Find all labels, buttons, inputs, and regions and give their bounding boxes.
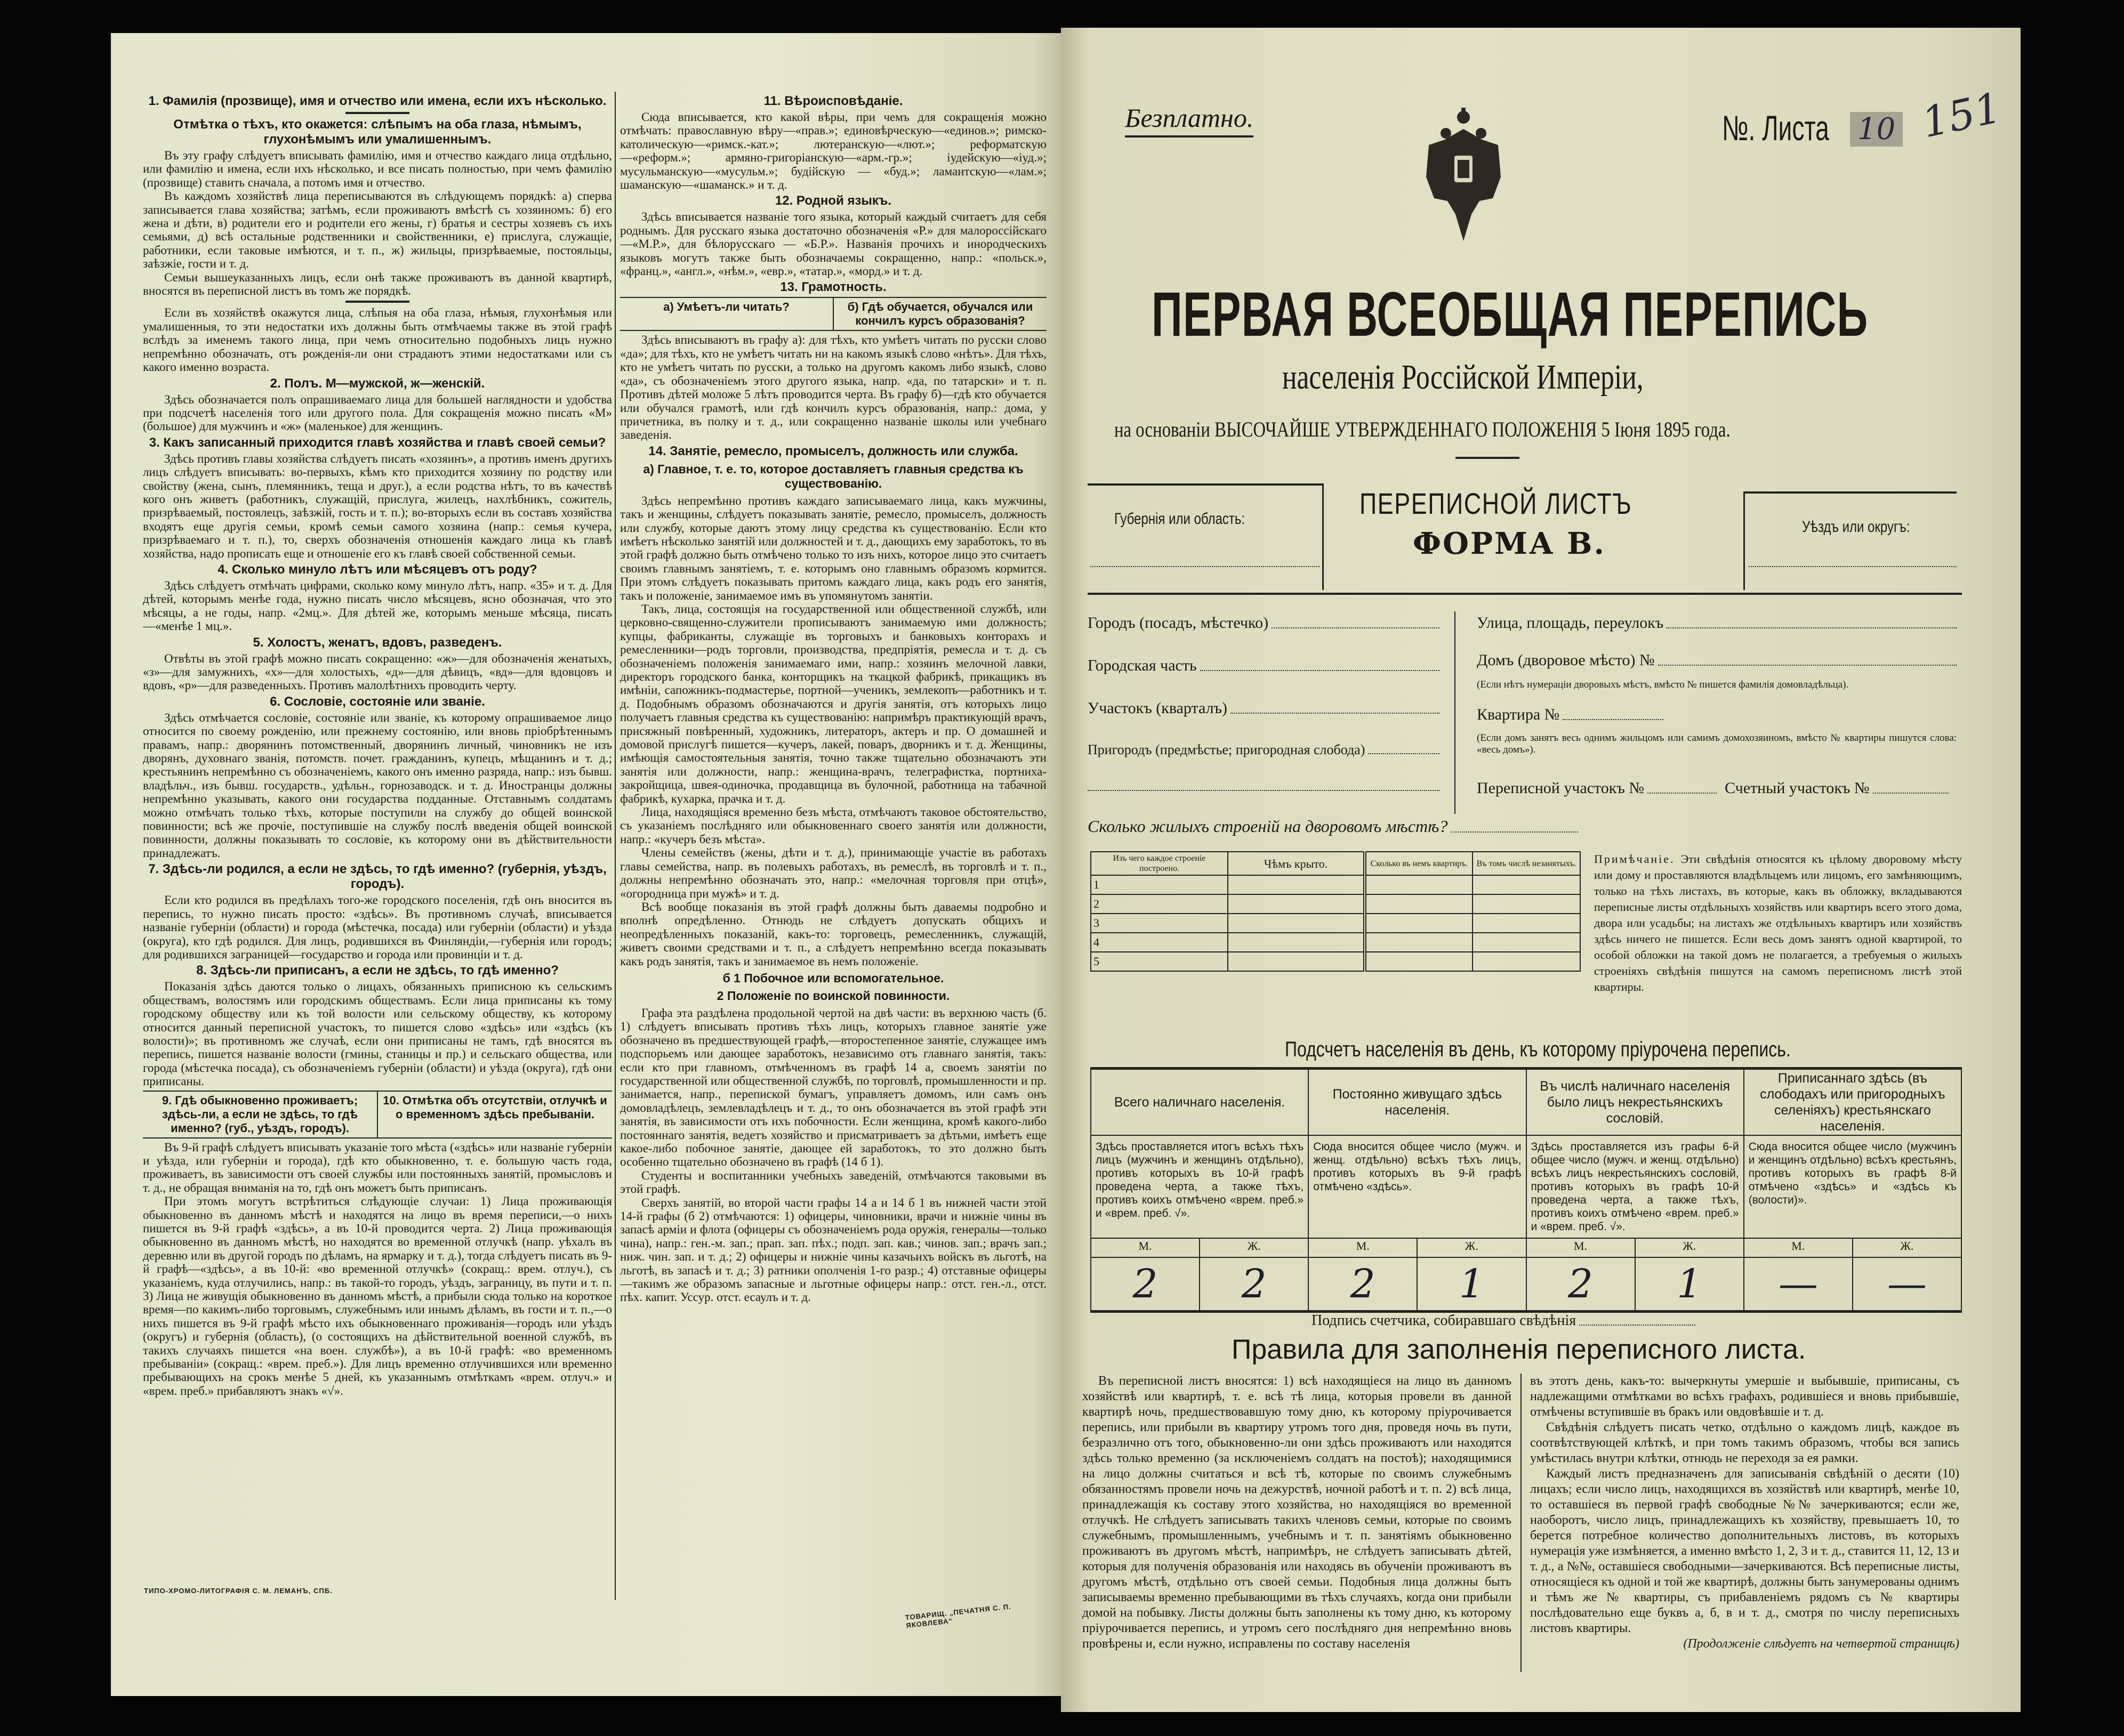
census-district-label: Переписной участокъ №	[1477, 779, 1644, 797]
instruction-paragraph: Члены семействъ (жены, дѣти и т. д.), принимающіе участіе въ работахъ главы семейства, напр. въ полевыхъ работахъ, въ ремеслѣ, въ торговлѣ и т. п., должны непремѣнно обозначать это, напр.: «мелочная торговля при отцѣ», «огородница при мужѣ» и т. д.	[620, 846, 1047, 900]
instruction-paragraph: Здѣсь слѣдуетъ отмѣчать цифрами, сколько кому минуло лѣтъ, напр. «35» и т. д. Для дѣтей, которымъ менѣе года, нужно писать число мѣсяцевъ, ясно обозначая, что это мѣсяцы, а не годы, напр. «2мц.». Для дѣтей же, которымъ меньше мѣсяца, писать—«менѣе 1 мц.».	[143, 578, 612, 633]
instruction-paragraph: Сверхъ занятій, во второй части графы 14 а и 14 б 1 въ нижней части этой 14-й графы (б 2) отмѣчаются: 1) офицеры, чиновники, врачи и нижніе чины въ запасѣ арміи и флота (офицеры съ обозначеніемъ рода оружія, генералы—только чина), напр.: ген.-м. зап.; прап. зап. пѣх.; подп. зап. кав.; чинов. зап.; врачъ зап.; ниж. чин. зап. и т. д.; 2) офицеры и нижніе чины казачьихъ войскъ въ льготѣ, на льготѣ, въ запасѣ и т. д.; 3) ратники ополченія 1-го разр.; 4) отставные офицеры—такимъ же образомъ запасные и льготные офицеры напр.: отст. ген.-л., отст. пѣх. капит. Уссур. отст. есаулъ и т. д.	[620, 1196, 1047, 1304]
section-heading: 2. Полъ. М—мужской, ж—женскій.	[270, 376, 485, 391]
table-cell[interactable]	[1091, 875, 1228, 894]
section-heading: 6. Сословіе, состояніе или званіе.	[270, 694, 485, 709]
section-heading: 1. Фамилія (прозвище), имя и отчество или имена, если ихъ нѣсколько.	[148, 94, 607, 108]
table-cell[interactable]	[1228, 952, 1365, 971]
buildings-table-row	[1091, 952, 1580, 971]
instructions-column-2	[620, 92, 1047, 1579]
female-label: Ж.	[1635, 1238, 1744, 1257]
buildings-table-row	[1091, 875, 1580, 894]
apartment-label: Квартира №	[1477, 706, 1560, 723]
street-field[interactable]	[1477, 614, 1957, 632]
sheet-number	[1722, 108, 1896, 149]
census-title: ПЕРВАЯ ВСЕОБЩАЯ ПЕРЕПИСЬ	[1152, 279, 1869, 350]
divider	[345, 301, 409, 303]
rules-column-2	[1530, 1374, 1959, 1652]
instruction-paragraph: Такъ, лица, состоящія на государственной или общественной службѣ, или церковно-священно-служители прописываютъ занимаемую ими должность; купцы, фабриканты, служащіе въ торговыхъ и банковыхъ конторахъ и ремесленники—родъ торговли, производства, предпріятія, ремесла и т. д. съ обозначеніемъ положенія занимаемаго ими, напр.: хозяинъ мелочной лавки, директоръ городского банка, конторщикъ на ткацкой фабрикѣ, прикащикъ въ имѣніи, сапожникъ-подмастерье, портной—ученикъ, землекопъ—работникъ и т. д. Подобнымъ образомъ обозначаются и другія занятія, отъ которыхъ лицо получаетъ главныя средства къ существованію: напримѣръ практикующій врачъ, присяжный повѣренный, художникъ, литераторъ, актеръ и пр. О домашней и домовой прислугѣ пишется—кучеръ, лакей, поваръ, дворникъ и т. д. Женщины, имѣющія самостоятельныя занятія, точно также тщательно обозначаютъ эти занятія или должности, напр.: женщина-врачъ, телеграфистка, портниха-закройщица, швея-одиночка, продавщица въ булочной, работница на табачной фабрикѣ, кухарка, прачка и т. д.	[620, 602, 1047, 805]
count-column-description: Сюда вносится общее число (мужчинъ и женщинъ отдѣльно) всѣхъ крестьянъ, противъ которыхъ въ графѣ 8-й отмѣчено «здѣсь» и «здѣсь къ (волости)».	[1744, 1135, 1961, 1238]
buildings-note	[1594, 851, 1962, 995]
divider	[1088, 593, 1962, 595]
female-label: Ж.	[1200, 1238, 1308, 1257]
district-label: Уѣздъ или округъ:	[1802, 518, 1910, 536]
section-heading: 7. Здѣсь-ли родился, а если не здѣсь, то гдѣ именно? (губернія, уѣздъ, городъ).	[148, 862, 607, 892]
rules-column-1	[1082, 1374, 1511, 1652]
section-heading: 13. Грамотность.	[780, 280, 887, 295]
instruction-paragraph: Студенты и воспитанники учебныхъ заведеній, отмѣчаются таковыми въ этой графѣ.	[620, 1168, 1047, 1196]
free-label: Безплатно.	[1125, 102, 1253, 138]
house-note: (Если нѣтъ нумераціи дворовыхъ мѣстъ, вмѣсто № пишется фамилія домовладѣльца).	[1477, 679, 1849, 690]
subsection-heading: б 1 Побочное или вспомогательное.	[722, 971, 944, 985]
col-header-material: Изъ чего каждое строеніе построено.	[1091, 852, 1228, 875]
census-subtitle: населенія Россійской Имперіи,	[1282, 358, 1644, 397]
male-count[interactable]: —	[1744, 1257, 1853, 1312]
table-cell[interactable]	[1473, 894, 1580, 914]
divider	[345, 112, 409, 114]
male-label: М.	[1091, 1238, 1200, 1257]
instruction-paragraph: Здѣсь вписываютъ въ графу а): для тѣхъ, кто умѣетъ читать по русски слово «да»; для тѣхъ, кто не умѣетъ читать ни на какомъ языкѣ слово «нѣтъ». Для тѣхъ, кто не умѣетъ читать по русски, а только на другомъ какомъ либо языкѣ, слово «да», съ обозначеніемъ этого другого языка, напр. «да, по татарски» и т. п. Противъ дѣтей моложе 5 лѣтъ проводится черта. Въ графу б)—гдѣ кто обучается или обучался грамотѣ, или гдѣ кончилъ курсъ образованія, напр.: дома, у причетника, въ полку и т. д., или сокращенно названіе школы или учебнаго заведенія.	[620, 333, 1047, 442]
rules-paragraph: Въ переписной листъ вносятся: 1) всѣ находящіеся на лицо въ данномъ хозяйствѣ или квартирѣ, т. е. всѣ тѣ лица, которыя провели въ данной квартирѣ ночь, предшествовавшую тому дню, къ которому пріурочивается перепись, или прибыли въ квартиру утромъ того дня, проведя ночь въ пути, безразлично отъ того, обыкновенно-ли они здѣсь проживаютъ или находятся здѣсь только временно (за исключеніемъ солдатъ на постоѣ); находящимися на лицо должны считаться и всѣ тѣ, которые по своимъ служебнымъ обязанностямъ провели ночь на дежурствѣ, ночной работѣ и т. п. 2) всѣ лица, принадлежащія къ составу этого хозяйства, но находящіяся во временной отлучкѣ. Не слѣдуетъ записывать такихъ членовъ семьи, которые по своимъ служебнымъ, промышленнымъ, учебнымъ и т. п. занятіямъ обыкновенно проживаютъ въ другомъ мѣстѣ, напримѣръ, не слѣдуетъ записывать дѣтей, которыя для полученія образованія или находясь въ обученіи проживаютъ въ другомъ мѣстѣ, отдѣльно отъ своей семьи. Подобныя лица должны быть записываемы временно пребывающими въ тѣхъ случаяхъ, когда они прибыли домой на побывку. Листы должны быть заполнены къ тому дню, къ которому пріурочивается перепись, и утромъ сего послѣдняго дня непремѣнно вновь провѣрены и, если нужно, исправлены по составу населенія	[1082, 1374, 1511, 1651]
section-heading: 5. Холостъ, женатъ, вдовъ, разведенъ.	[253, 635, 502, 650]
table-cell[interactable]	[1473, 933, 1580, 952]
section-heading: 8. Здѣсь-ли приписанъ, а если не здѣсь, то гдѣ именно?	[196, 963, 559, 978]
table-cell[interactable]	[1228, 933, 1365, 952]
table-cell[interactable]	[1473, 914, 1580, 933]
section-heading: 14. Занятіе, ремесло, промыселъ, должность или служба.	[648, 443, 1018, 458]
instructions-column-1	[143, 92, 612, 1552]
female-label: Ж.	[1417, 1238, 1526, 1257]
instruction-paragraph: Показанія здѣсь даются только о лицахъ, обязанныхъ приписною къ сельскимъ обществамъ, волостямъ или городскимъ обществамъ. Если лица приписаны къ тому городскому обществу или къ той волости или сельскому обществу, къ которому относится данный переписной участокъ, то пишется слово «здѣсь» или «здѣсь (къ волости)»; въ противномъ же случаѣ, если они приписаны не тамъ, гдѣ вносятся въ перепись, пишется названіе волости (гмины, станицы и пр.) и сельскаго общества, или города (мѣстечка посада), съ обозначеніемъ губерніи (области) и уѣзда (округа), гдѣ они приписаны.	[143, 980, 612, 1088]
street-label: Улица, площадь, переулокъ	[1477, 614, 1664, 632]
suburb-field[interactable]	[1088, 742, 1439, 758]
count-title: Подсчетъ населенія въ день, къ которому пріурочена перепись.	[1285, 1038, 1791, 1061]
row-number: 5	[1093, 955, 1099, 968]
divider	[1088, 483, 1322, 486]
right-page-census-form	[1061, 28, 2021, 1712]
census-district-field[interactable]	[1477, 779, 1717, 797]
section-heading: 12. Родной языкъ.	[775, 193, 892, 208]
divider	[1743, 491, 1957, 494]
province-field[interactable]	[1090, 566, 1320, 567]
printer-imprint-left: ТИПО-ХРОМО-ЛИТОГРАФІЯ С. М. ЛЕМАНЪ, СПБ.	[144, 1587, 333, 1595]
instruction-paragraph: Если кто родился въ предѣлахъ того-же городского поселенія, гдѣ онъ вносится въ перепись, то нужно писать просто: «здѣсь». Въ противномъ случаѣ, вписывается названіе губерніи (области) и города (мѣстечка, посада) или губерніи (области) и уѣзда (округа), кто гдѣ родился. Для лицъ, родившихся въ Финляндіи,—губернія или городъ; для родившихся заграницей—государство и города или провинціи и т. д.	[143, 893, 612, 961]
column-divider	[615, 92, 616, 1600]
sheet-number-label: №. Листа	[1722, 108, 1829, 148]
count-district-field[interactable]	[1725, 779, 1949, 797]
buildings-table-row	[1091, 914, 1580, 933]
table-cell[interactable]	[1365, 914, 1473, 933]
printer-imprint-right: ТОВАРИЩ. „ПЕЧАТНЯ С. П. ЯКОВЛЕВА“	[905, 1602, 1012, 1630]
male-count[interactable]: 2	[1526, 1257, 1635, 1312]
divider	[1455, 457, 1519, 459]
divider	[1454, 611, 1455, 814]
split-heading-left: 9. Гдѣ обыкновенно проживаетъ; здѣсь-ли, а если не здѣсь, то гдѣ именно? (губ., уѣздъ, городъ).	[162, 1093, 358, 1135]
count-column-description: Сюда вносится общее число (мужч. и женщ. отдѣльно) всѣхъ тѣхъ лицъ, противъ которыхъ въ 9-й графѣ отмѣчено «здѣсь».	[1308, 1135, 1526, 1238]
form-subtitle: ФОРМА В.	[1413, 526, 1606, 561]
female-label: Ж.	[1853, 1238, 1961, 1257]
count-column-header: Приписаннаго здѣсь (въ слободахъ или пригородныхъ селеніяхъ) крестьянскаго населенія.	[1744, 1069, 1961, 1136]
table-cell[interactable]	[1473, 952, 1580, 971]
female-count[interactable]: 2	[1200, 1257, 1308, 1312]
count-column-description: Здѣсь проставляется изъ графы 6-й общее число (мужч. и женщ. отдѣльно) всѣхъ лицъ некрестьянскихъ сословій, противъ которыхъ въ графѣ 10-й проведена черта, а также тѣхъ, противъ коихъ отмѣчено «врем. преб.» и «врем. преб. √».	[1526, 1135, 1744, 1238]
row-number: 1	[1093, 878, 1099, 891]
buildings-table-row	[1091, 933, 1580, 952]
table-cell[interactable]	[1091, 914, 1228, 933]
instruction-paragraph: Лица, находящіяся временно безъ мѣста, отмѣчаютъ таковое обстоятельство, съ указаніемъ послѣдняго или обыкновеннаго своего занятія или должности, напр.: «кучеръ безъ мѣста».	[620, 805, 1047, 846]
split-heading-right: б) Гдѣ обучается, обучался или кончилъ курсъ образованія?	[833, 298, 1047, 330]
table-cell[interactable]	[1473, 875, 1580, 894]
table-cell[interactable]	[1365, 875, 1473, 894]
continued-note: (Продолженіе слѣдуетъ на четвертой страницѣ)	[1683, 1637, 1959, 1651]
rules-title: Правила для заполненія переписного листа.	[1232, 1334, 1806, 1365]
male-label: М.	[1744, 1238, 1853, 1257]
buildings-table	[1090, 851, 1581, 972]
subsection-heading: 2 Положеніе по воинской повинности.	[717, 988, 950, 1003]
instruction-paragraph: Отвѣты въ этой графѣ можно писать сокращенно: «ж»—для обозначенія женатыхъ, «з»—для замужнихъ, «х»—для холостыхъ, «д»—для дѣвицъ, «вд»—для вдовцовъ и вдовъ, «р»—для разведенныхъ. Противъ малолѣтнихъ проводить черту.	[143, 651, 612, 692]
decree-line: на основаніи ВЫСОЧАЙШЕ УТВЕРЖДЕННАГО ПОЛОЖЕНІЯ 5 Іюня 1895 года.	[1114, 417, 1731, 441]
precinct-label: Участокъ (кварталъ)	[1088, 699, 1228, 717]
rules-paragraph: Свѣдѣнія слѣдуетъ писать четко, отдѣльно о каждомъ лицѣ, каждое въ соотвѣтствующей клѣткѣ, и при томъ такимъ образомъ, чтобы вся запись умѣстилась внутри клѣтки, отнюдь не переходя за ея рамки.	[1530, 1420, 1959, 1465]
instruction-paragraph: Сюда вписывается, кто какой вѣры, при чемъ для сокращенія можно отмѣчать: православную вѣру—«прав.»; единовѣрческую—«единов.»; римско-католическую—«римск.-кат.»; лютеранскую—«лют.»; реформатскую—«реформ.»; армяно-григоріанскую—«арм.-гр.»; іудейскую—«іуд.»; мусульманскую—«мусульм.»; будійскую — «буд.»; ламаитскую—«лам.»; шаманскую—«шаманск.» и т. д.	[620, 110, 1047, 192]
divider	[1743, 491, 1745, 590]
suburb-field-line[interactable]	[1088, 790, 1439, 791]
count-column-description: Здѣсь проставляется итогъ всѣхъ тѣхъ лицъ (мужчинъ и женщинъ отдѣльно), противъ которыхъ въ 10-й графѣ проведена черта, а также тѣхъ, противъ коихъ отмѣчено «врем. преб.» и «врем. преб. √».	[1091, 1135, 1308, 1238]
instruction-paragraph: Здѣсь противъ главы хозяйства слѣдуетъ писать «хозяинъ», а противъ именъ другихъ лицъ слѣдуетъ вписывать: во-первыхъ, кѣмъ кто приходится хозяину по родству или свойству (жена, сынъ, племянникъ, теща и друг.), а если родства нѣтъ, то въ качествѣ кого онъ живетъ (работникъ, служащій, прислуга, жилецъ, нахлѣбникъ, сожитель, призрѣваемый, постоялецъ, заѣзжій, гость и т. п.); во-вторыхъ если въ составъ хозяйства входятъ еще другія семьи, кромѣ семьи самого хозяина (напр.: семья кучера, призрѣваемаго и т. п.), то, сверхъ обозначенія отношенія каждаго лица къ главѣ хозяйства, надо прописать еще и отношеніе его къ главѣ своей собственной семьи.	[143, 451, 612, 560]
instruction-paragraph: Здѣсь вписывается названіе того языка, который каждый считаетъ для себя роднымъ. Для русскаго языка достаточно обозначенія «Р.» для малороссійскаго—«М.Р.», для бѣлорусскаго — «Б.Р.». Названія прочихъ и инородческихъ языковъ могутъ также быть обозначаемы сокращенно, напр.: «польск.», «франц.», «англ.», «нѣм.», «евр.», «татар.», «морд.» и т. д.	[620, 210, 1047, 278]
count-column-header: Постоянно живущаго здѣсь населенія.	[1308, 1069, 1526, 1136]
buildings-table-row	[1091, 894, 1580, 914]
divider	[1520, 1374, 1522, 1672]
table-cell[interactable]	[1365, 933, 1473, 952]
instruction-paragraph: Здѣсь непремѣнно противъ каждаго записываемаго лица, какъ мужчины, такъ и женщины, слѣдуетъ показывать занятіе, ремесло, промыселъ, должность или службу, которые даютъ этому лицу средства къ существованію. Если кто имѣетъ нѣсколько занятій или должностей и т. д., дающихъ ему заработокъ, то въ этой графѣ должно быть отмѣчено только то изъ нихъ, которое лицо это считаетъ своимъ главнымъ занятіемъ, т. е. которымъ оно главнымъ образомъ кормится. При этомъ слѣдуетъ показывать притомъ каждаго лица, какъ родъ его занятія, такъ и положеніе, занимаемое имъ въ упомянутомъ занятіи.	[620, 494, 1047, 602]
buildings-question[interactable]	[1088, 817, 1578, 836]
col-header-roof: Чѣмъ крыто.	[1228, 852, 1365, 875]
note-text: Эти свѣдѣнія относятся къ цѣлому дворовому мѣсту или дому и проставляются владѣльцемъ или лицомъ, его замѣняющимъ, только на тѣхъ листахъ, въ которые, какъ въ обложку, вкладываются переписные листы отдѣльныхъ хозяйствъ или квартиръ всего этого дома, двора или усадьбы; на листахъ же отдѣльныхъ квартиръ или хозяйствъ здѣсь ничего не пишется. Если весь домъ занятъ одной квартирой, то особой обложки на такой домъ не полагается, а требуемыя о жилыхъ строеніяхъ свѣдѣнія пишутся на самомъ переписномъ листѣ этой квартиры.	[1594, 852, 1962, 994]
col-header-apartments: Сколько въ немъ квартиръ.	[1365, 852, 1473, 875]
population-count-table	[1090, 1067, 1962, 1313]
split-heading-right: 10. Отмѣтка объ отсутствіи, отлучкѣ и о временномъ здѣсь пребываніи.	[377, 1092, 612, 1137]
section-heading: 4. Сколько минуло лѣтъ или мѣсяцевъ отъ роду?	[218, 562, 537, 577]
apartment-field[interactable]	[1477, 706, 1663, 724]
instruction-paragraph: При этомъ могутъ встрѣтиться слѣдующіе случаи: 1) Лица проживающія обыкновенно въ данномъ мѣстѣ и находятся на лицо въ время переписи,—о нихъ пишется въ 9-й графѣ «здѣсь», а въ 10-й проводится черта. 2) Лица проживающія обыкновенно въ данномъ мѣстѣ, но находятся во временной отлучкѣ (напр. уѣхалъ въ деревню или въ другой городъ по дѣламъ, на ярмарку и т. д.), тогда слѣдуетъ писать въ 9-й графѣ—«здѣсь», а въ 10-й: «во временной отлучкѣ» (сокращ.: врем. отлуч.), съ указаніемъ, куда отлучились, напр.: въ такой-то городъ, уѣздъ, заграницу, въ пути и т. п. 3) Лица не живущія обыкновенно въ данномъ мѣстѣ, а прибыли сюда только на короткое время—по какимъ-либо торговымъ, служебнымъ или инымъ дѣламъ, въ гости и т. п.,—о нихъ пишется въ 9-й графѣ мѣсто ихъ обыкновеннаго проживанія—городъ или уѣздъ (округъ) и губернія (область), (о состоящихъ на дѣйствительной военной службѣ, въ такихъ случаяхъ пишется «на воен. службѣ»), а въ 10-й графѣ: «во временномъ пребываніи» (сокращ.: «врем. преб.»). Для лицъ временно отлучившихся или временно пребывающихъ на срокъ менѣе 5 дней, къ указаннымъ отмѣткамъ «врем. отлуч.» и «врем. преб.» прибавляютъ знакъ «√».	[143, 1194, 612, 1398]
rules-paragraph: въ этотъ день, какъ-то: вычеркнуты умершіе и выбывшіе, приписаны, съ надлежащими отмѣтками во всѣхъ графахъ, родившіеся и вновь прибывшіе, отмѣчены вступившіе въ бракъ или овдовѣвшіе и т. д.	[1530, 1374, 1959, 1419]
city-field[interactable]	[1088, 614, 1439, 632]
imperial-eagle-emblem-icon	[1423, 108, 1503, 246]
district-field[interactable]	[1749, 566, 1957, 567]
note-label: Примѣчаніе.	[1594, 852, 1675, 866]
split-heading-left: а) Умѣетъ-ли читать?	[663, 300, 790, 314]
province-label: Губернія или область:	[1114, 510, 1245, 528]
table-cell[interactable]	[1228, 894, 1365, 914]
instruction-paragraph: Въ эту графу слѣдуетъ вписывать фамилію, имя и отчество каждаго лица отдѣльно, или фамилію и имена, если ихъ нѣсколько, и все писать полностью, при чемъ фамилію (прозвище) ставить сначала, а потомъ имя и отчество.	[143, 149, 612, 189]
row-number: 2	[1093, 897, 1099, 910]
sheet-number-corrected: 151	[1918, 84, 2006, 148]
precinct-field[interactable]	[1088, 699, 1439, 717]
count-column-header: Всего наличнаго населенія.	[1091, 1069, 1308, 1136]
instruction-paragraph: Здѣсь отмѣчается сословіе, состояніе или званіе, къ которому опрашиваемое лицо относится по своему рожденію, или прежнему состоянію, или вновь пріобрѣтеннымъ правамъ, напр.: дворянинъ потомственный, дворянинъ личный, чиновникъ не изъ дворянъ, духовнаго званія, потомств. почет. гражданинъ, купецъ, мѣщанинъ и т. д.; крестьянинъ непремѣнно съ обозначеніемъ, какого онъ именно разряда, напр.: изъ бывш. владѣльч., изъ бывш. государств., удѣльн., горнозаводск. и т. д. Иностранцы должны непремѣнно указывать, какого они государства подданные. Отставнымъ солдатамъ можно отмѣчать только тѣхъ, которые поступили на службу до общей воинской повинности; всѣ же прочіе, поступившіе на службу послѣ введенія общей воинской повинности, должны показывать то сословіе, къ которому они въ дѣйствительности принадлежатъ.	[143, 710, 612, 860]
count-column-header: Въ числѣ наличнаго населенія было лицъ некрестьянскихъ сословій.	[1526, 1069, 1744, 1136]
city-part-field[interactable]	[1088, 657, 1439, 675]
instruction-paragraph: Семьи вышеуказанныхъ лицъ, если онѣ также проживаютъ въ данной квартирѣ, вносятся въ переписной листъ въ томъ же порядкѣ.	[143, 270, 612, 298]
table-cell[interactable]	[1365, 952, 1473, 971]
section-heading: Отмѣтка о тѣхъ, кто окажется: слѣпымъ на оба глаза, нѣмымъ, глухонѣмымъ или умалишеннымъ.	[173, 117, 582, 147]
sheet-number-handwritten: 10	[1850, 112, 1903, 147]
male-count[interactable]: 2	[1308, 1257, 1417, 1312]
table-cell[interactable]	[1228, 914, 1365, 933]
instruction-paragraph: Въ 9-й графѣ слѣдуетъ вписывать указаніе того мѣста («здѣсь» или названіе губерніи и уѣзда, или губерніи и города), гдѣ кто обыкновенно, т. е. большую часть года, проживаетъ, въ зависимости отъ своей службы или постоянныхъ занятій, промысловъ и т. д., не обращая вниманія на то, гдѣ онъ можетъ быть приписанъ.	[143, 1140, 612, 1194]
male-label: М.	[1308, 1238, 1417, 1257]
house-label: Домъ (дворовое мѣсто) №	[1477, 651, 1655, 669]
buildings-question-label: Сколько жилыхъ строеній на дворовомъ мѣстѣ?	[1088, 817, 1448, 836]
city-part-label: Городская часть	[1088, 657, 1197, 674]
form-title: ПЕРЕПИСНОЙ ЛИСТЪ	[1359, 487, 1632, 520]
instruction-paragraph: Въ каждомъ хозяйствѣ лица переписываются въ слѣдующемъ порядкѣ: а) сперва записывается глава хозяйства; затѣмъ, если проживаютъ вмѣстѣ съ хозяиномъ: б) его жена и дѣти, в) родители его и родители его жены, г) братья и сестры хозяевъ съ ихъ семьями, д) всѣ остальные родственники и свойственники, е) прислуга, служащіе, работники, если таковые имѣются, и т. п., ж) жильцы, призрѣваемые, постояльцы, заѣзжіе, гости и т. д.	[143, 189, 612, 271]
female-count[interactable]: —	[1853, 1257, 1961, 1312]
row-number: 3	[1093, 916, 1099, 930]
house-field[interactable]	[1477, 651, 1957, 669]
female-count[interactable]: 1	[1635, 1257, 1744, 1312]
section-heading: 11. Вѣроисповѣданіе.	[763, 94, 903, 108]
table-cell[interactable]	[1091, 933, 1228, 952]
instruction-paragraph: Всѣ вообще показанія въ этой графѣ должны быть даваемы подробно и вполнѣ опредѣленно. Отнюдь не слѣдуетъ допускать общихъ и неопредѣленныхъ показаній, какъ-то: торговецъ, ремесленникъ, служащій, живетъ своими средствами и т. п., а слѣдуетъ непремѣнно всегда показывать какъ родъ занятія, такъ и занимаемое въ немъ положеніе.	[620, 900, 1047, 968]
split-heading	[143, 1091, 612, 1139]
instruction-paragraph: Здѣсь обозначается полъ опрашиваемаго лица для большей наглядности и удобства при подсчетѣ населенія того или другого пола. Для сокращенія можно писать «М» (большое) для мужчинъ и «ж» (маленькое) для женщинъ.	[143, 392, 612, 433]
table-cell[interactable]	[1091, 952, 1228, 971]
suburb-label: Пригородъ (предмѣстье; пригородная слобода)	[1088, 742, 1365, 757]
table-cell[interactable]	[1228, 875, 1365, 894]
left-page-instructions	[111, 33, 1061, 1696]
divider	[1322, 483, 1324, 590]
count-district-label: Счетный участокъ №	[1725, 779, 1870, 797]
section-heading: 3. Какъ записанный приходится главѣ хозяйства и главѣ своей семьи?	[149, 435, 606, 450]
row-number: 4	[1093, 935, 1099, 949]
signature-label: Подпись счетчика, собиравшаго свѣдѣнія	[1312, 1312, 1576, 1329]
table-cell[interactable]	[1365, 894, 1473, 914]
instruction-paragraph: Графа эта раздѣлена продольной чертой на двѣ части: въ верхнюю часть (б. 1) слѣдуетъ вписывать противъ тѣхъ лицъ, которыхъ главное занятіе уже обозначено въ предшествующей графѣ,—второстепенное занятіе, служащее имъ подспорьемъ или дающее заработокъ, независимо отъ главнаго занятія, такъ: если кто при главномъ, отмѣченномъ въ графѣ 14 а, своемъ занятіи по государственной или общественной службѣ, по торговлѣ, промышленности и пр. занимается, напр., перепиской бумагъ, управляетъ домомъ, или самъ онъ домовладѣлецъ, землевладѣлецъ и т. д., то онъ обозначается въ этой графѣ эти занятія, въ зависимости отъ ихъ побочности. Если женщина, кромѣ какого-либо постояннаго занятія, ведетъ хозяйство и присматриваетъ за дѣтьми, имѣетъ еще какое-либо побочное занятіе, дающее ей заработокъ, то это должно быть особенно тщательно обозначено въ графѣ (14 б 1).	[620, 1006, 1047, 1169]
subsection-heading: а) Главное, т. е. то, которое доставляетъ главныя средства къ существованію.	[643, 462, 1024, 490]
rules-paragraph: Каждый листъ предназначенъ для записыванія свѣдѣній о десяти (10) лицахъ; если число лицъ, находящихся въ хозяйствѣ или квартирѣ, менѣе 10, то оставшіеся въ первой графѣ свободные №№ зачеркиваются; если же, наоборотъ, число лицъ, принадлежащихъ къ хозяйству, превышаетъ 10, то берется потребное количество дополнительныхъ листовъ, въ которыхъ нумерація уже измѣняется, а именно вмѣсто 1, 2, 3 и т. д., ставится 11, 12, 13 и т. д., а №№, оставшіеся свободными—зачеркиваются. Всѣ переписные листы, относящіеся къ одной и той же квартирѣ, должны быть занумерованы однимъ и тѣмъ же № квартиры, съ прибавленіемъ рядомъ съ № квартиры послѣдовательно еще буквъ а, б, в и т. д., смотря по числу переписныхъ листовъ квартиры.	[1530, 1467, 1959, 1635]
instruction-paragraph: Если въ хозяйствѣ окажутся лица, слѣпыя на оба глаза, нѣмыя, глухонѣмыя или умалишенныя, то эти недостатки ихъ должны быть отмѣчаемы также въ этой графѣ вслѣдъ за именемъ такого лица, при чемъ относительно подобныхъ лицъ нужно непремѣнно обозначать, отъ рожденія-ли они страдаютъ этими недостатками или съ какого именно возраста.	[143, 306, 612, 374]
city-label: Городъ (посадъ, мѣстечко)	[1088, 614, 1269, 632]
enumerator-signature-field[interactable]	[1312, 1312, 1695, 1329]
table-cell[interactable]	[1091, 894, 1228, 914]
col-header-vacant: Въ томъ числѣ незанятыхъ.	[1473, 852, 1580, 875]
apartment-note: (Если домъ занятъ весь однимъ жильцомъ или самимъ домохозяиномъ, вмѣсто № квартиры пишутся слова: «весь домъ»).	[1477, 732, 1957, 755]
male-label: М.	[1526, 1238, 1635, 1257]
female-count[interactable]: 1	[1417, 1257, 1526, 1312]
male-count[interactable]: 2	[1091, 1257, 1200, 1312]
split-heading	[620, 297, 1047, 331]
